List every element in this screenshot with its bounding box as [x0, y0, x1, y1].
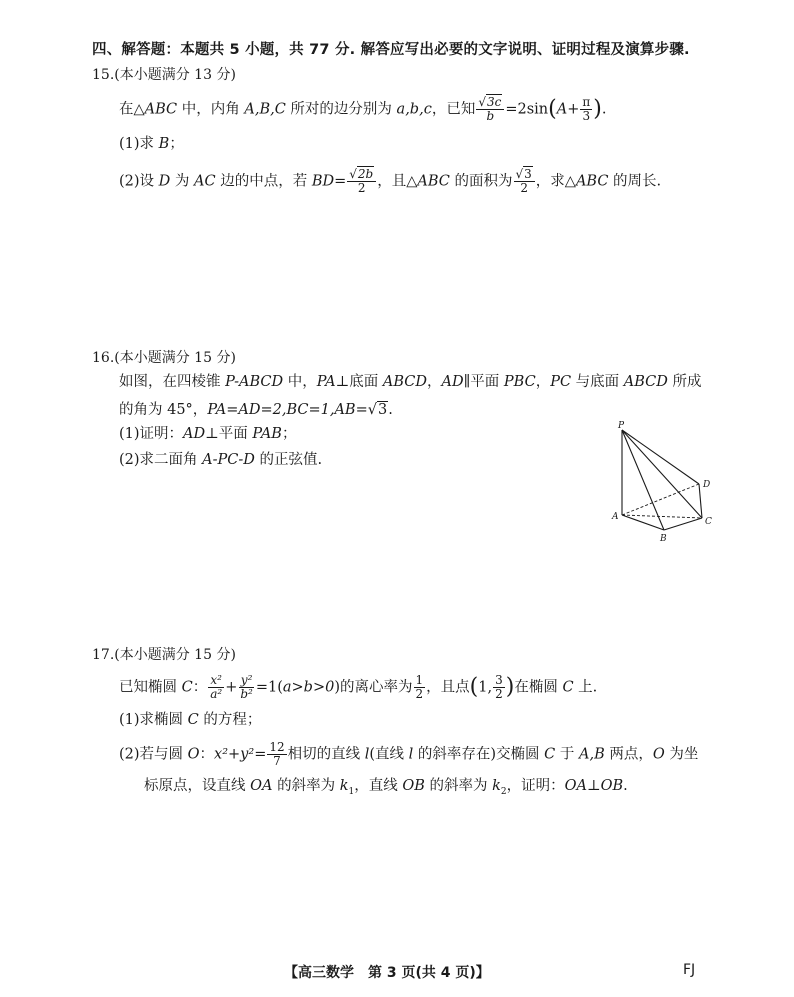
q15-part2-var: AC [194, 173, 216, 190]
q17-text: =1( [255, 679, 283, 696]
q17-text: (直线 [369, 746, 409, 763]
pyramid-figure [608, 420, 728, 545]
q15-stem-text: ，已知 [431, 101, 476, 118]
q17-var: C [562, 679, 574, 696]
q17-text: 在椭圆 [514, 679, 563, 696]
label-B: B [660, 534, 667, 544]
q16-line2: 的角为 45°，PA=AD=2,BC=1,AB=√3. [119, 402, 393, 418]
q16-var: AD [183, 426, 206, 442]
q15-part2-text: 的面积为 [449, 173, 513, 190]
q15-frac-num: 3c [486, 95, 502, 109]
q17-text: 的斜率为 [424, 778, 493, 794]
q16-text: ⊥平面 [205, 426, 253, 442]
q17-var: C [187, 712, 199, 728]
q16-var: P-ABCD [225, 374, 284, 390]
q15-part2 [119, 168, 661, 195]
page-footer: 【高三数学 第 3 页(共 4 页)】 [284, 965, 490, 981]
q17-var: l [364, 746, 370, 763]
q16-var: PBC [503, 374, 536, 390]
q15-stem-angles: A,B,C [244, 101, 286, 118]
q15-part2-text: = [334, 173, 347, 190]
q17-text: 的斜率存在)交椭圆 [413, 746, 545, 763]
q17-text: ，直线 [354, 778, 403, 794]
q17-text: 上. [573, 679, 598, 696]
q15-stem-text: =2sin [505, 101, 549, 118]
q16-var: PAB [252, 426, 282, 442]
label-D: D [703, 480, 711, 490]
q16-part1 [119, 424, 296, 444]
q17-text: + [225, 679, 238, 696]
q17-var: x²+y²= [214, 746, 267, 763]
edge-AC-hidden [622, 515, 702, 518]
q17-text: 的方程； [198, 712, 262, 728]
q17-var: C [181, 679, 193, 696]
q16-text: ∥平面 [463, 374, 504, 390]
q16-var: PA=AD=2,BC=1,AB= [207, 402, 368, 418]
q16-var: AD [441, 374, 464, 390]
q15-stem-text: 在△ [119, 101, 145, 118]
edge-AB [622, 515, 664, 530]
q17-sub: 2 [500, 786, 507, 797]
q17-r-fraction: $\frac{12}{7}$ [269, 740, 285, 768]
q15-part2-var: D [158, 173, 171, 190]
label-A: A [612, 512, 619, 522]
q17-var: k [339, 778, 349, 794]
q17-text: ： [192, 679, 208, 696]
q16-text: . [388, 402, 393, 418]
q17-var: a>b>0 [282, 679, 335, 696]
q15-part2-text: 的周长. [608, 173, 662, 190]
q17-text: (2)若与圆 [119, 746, 188, 763]
q17-part2 [119, 741, 698, 768]
q15-stem-text: 所对的边分别为 [285, 101, 397, 118]
edge-CD [699, 484, 702, 518]
q16-line1 [119, 372, 702, 392]
edge-BC [664, 518, 702, 530]
q15-part1-text: (1)求 [119, 136, 159, 152]
q15-part2-text: (2)设 [119, 173, 159, 190]
q15-fraction: $\frac{√3c}{b}$ [476, 96, 504, 123]
q16-text: 的角为 45°， [119, 402, 208, 418]
q17-text: 1, [478, 679, 493, 696]
q15-bd-fraction: $\frac{√2b}{2}$ [347, 168, 376, 195]
q17-pt-fraction: $\frac{3}{2}$ [495, 673, 503, 701]
q17-text: 相切的直线 [287, 746, 365, 763]
q16-var: ABCD [623, 374, 668, 390]
q17-var: O [187, 746, 200, 763]
q17-text: )的离心率为 [334, 679, 413, 696]
q17-x-fraction: $\frac{\text{x²}}{\text{a²}}$ [210, 673, 223, 701]
q15-part2-var: BD [311, 173, 335, 190]
q17-title [92, 644, 236, 664]
q15-frac-den: b [486, 109, 495, 123]
q17-var: C [544, 746, 556, 763]
q16-score: (本小题满分 15 分) [114, 350, 236, 366]
q17-text: 两点， [604, 746, 653, 763]
q17-stem: 已知椭圆 C： $\frac{\text{x²}}{\text{a²}}$ + $\frac{\text{y²}}{\text{b²}}$ =1(a>b>0)的离心率为 $\frac{1}{2}$ ，且点(1, $\frac{3}{2}$ )在椭圆 C 上. [119, 673, 598, 701]
q16-text: ， [426, 374, 442, 390]
q15-score: (本小题满分 13 分) [114, 67, 236, 83]
q15-part2-text: 边的中点，若 [215, 173, 312, 190]
q16-var: A-PC-D [202, 452, 255, 468]
q16-text: 的正弦值. [254, 452, 323, 468]
q15-arg-plus: + [567, 101, 580, 118]
q16-text: 与底面 [571, 374, 624, 390]
q17-part1 [119, 710, 261, 730]
q15-stem: 在△ABC 中，内角 A,B,C 所对的边分别为 a,b,c，已知 $\frac{√3c}{b}$ =2sin(A+ $\frac{\pi}{3}$ ). [119, 95, 607, 123]
q17-var: O [652, 746, 665, 763]
q15-part1-var: B [158, 136, 170, 152]
edge-AD-hidden [622, 484, 699, 515]
q16-var: ABCD [382, 374, 427, 390]
q15-stem-end: . [601, 101, 607, 118]
q17-var: l [408, 746, 414, 763]
q17-text: 于 [555, 746, 579, 763]
q17-text: 已知椭圆 [119, 679, 182, 696]
q17-line3 [144, 776, 628, 802]
q17-sub: 1 [348, 786, 355, 797]
q15-part1 [119, 134, 184, 154]
q16-text: ； [281, 426, 297, 442]
q17-text: ，证明： [506, 778, 565, 794]
q17-text: 为坐 [664, 746, 699, 763]
q15-number: 15. [92, 67, 115, 83]
q17-score: (本小题满分 15 分) [114, 647, 236, 663]
q15-part1-end: ； [169, 136, 184, 152]
q16-text: (2)求二面角 [119, 452, 203, 468]
q17-y-fraction: $\frac{\text{y²}}{\text{b²}}$ [240, 673, 253, 701]
q17-var: OA [250, 778, 273, 794]
q15-stem-abc: ABC [144, 101, 178, 118]
label-P: P [618, 421, 625, 431]
q16-text: 如图，在四棱锥 [119, 374, 226, 390]
q16-text: (1)证明： [119, 426, 184, 442]
q16-var: PC [550, 374, 572, 390]
q17-text: ，且点 [426, 679, 470, 696]
q16-text: 中， [283, 374, 317, 390]
q17-var: k [492, 778, 501, 794]
q17-text: (1)求椭圆 [119, 712, 188, 728]
q15-part2-text: ，求△ [535, 173, 576, 190]
q17-var: A,B [579, 746, 605, 763]
q16-sqrt: 3 [377, 402, 388, 418]
q15-stem-text: 中，内角 [177, 101, 245, 118]
q17-text: 标原点，设直线 [144, 778, 251, 794]
section-header: 四、解答题：本题共 5 小题，共 77 分. 解答应写出必要的文字说明、证明过程及演算步骤. [92, 42, 690, 58]
edge-PC [622, 430, 702, 518]
q16-text: 所成 [667, 374, 702, 390]
q16-part2 [119, 450, 322, 470]
q17-text: 的斜率为 [272, 778, 340, 794]
q15-stem-sides: a,b,c [396, 101, 432, 118]
q17-text: ： [199, 746, 215, 763]
q15-part2-var: ABC [417, 173, 450, 190]
q16-var: PA [316, 374, 336, 390]
q17-var: OA⊥OB [564, 778, 624, 794]
label-C: C [705, 517, 712, 527]
q16-title [92, 347, 236, 367]
q17-var: OB [402, 778, 425, 794]
q16-text: ， [535, 374, 551, 390]
q17-e-fraction: $\frac{1}{2}$ [415, 673, 424, 701]
q17-number: 17. [92, 647, 115, 663]
q15-arg-a: A [556, 101, 568, 118]
q16-number: 16. [92, 350, 115, 366]
q15-area-fraction: $\frac{√3}{2}$ [514, 168, 535, 195]
q15-title [92, 64, 236, 84]
paper-code: FJ [683, 962, 696, 978]
q15-part2-text: 为 [170, 173, 195, 190]
q15-pi-fraction: $\frac{\pi}{3}$ [582, 95, 591, 123]
q17-text: . [623, 778, 628, 794]
q15-part2-text: ，且△ [377, 173, 418, 190]
q15-part2-var: ABC [575, 173, 609, 190]
q16-text: ⊥底面 [335, 374, 383, 390]
